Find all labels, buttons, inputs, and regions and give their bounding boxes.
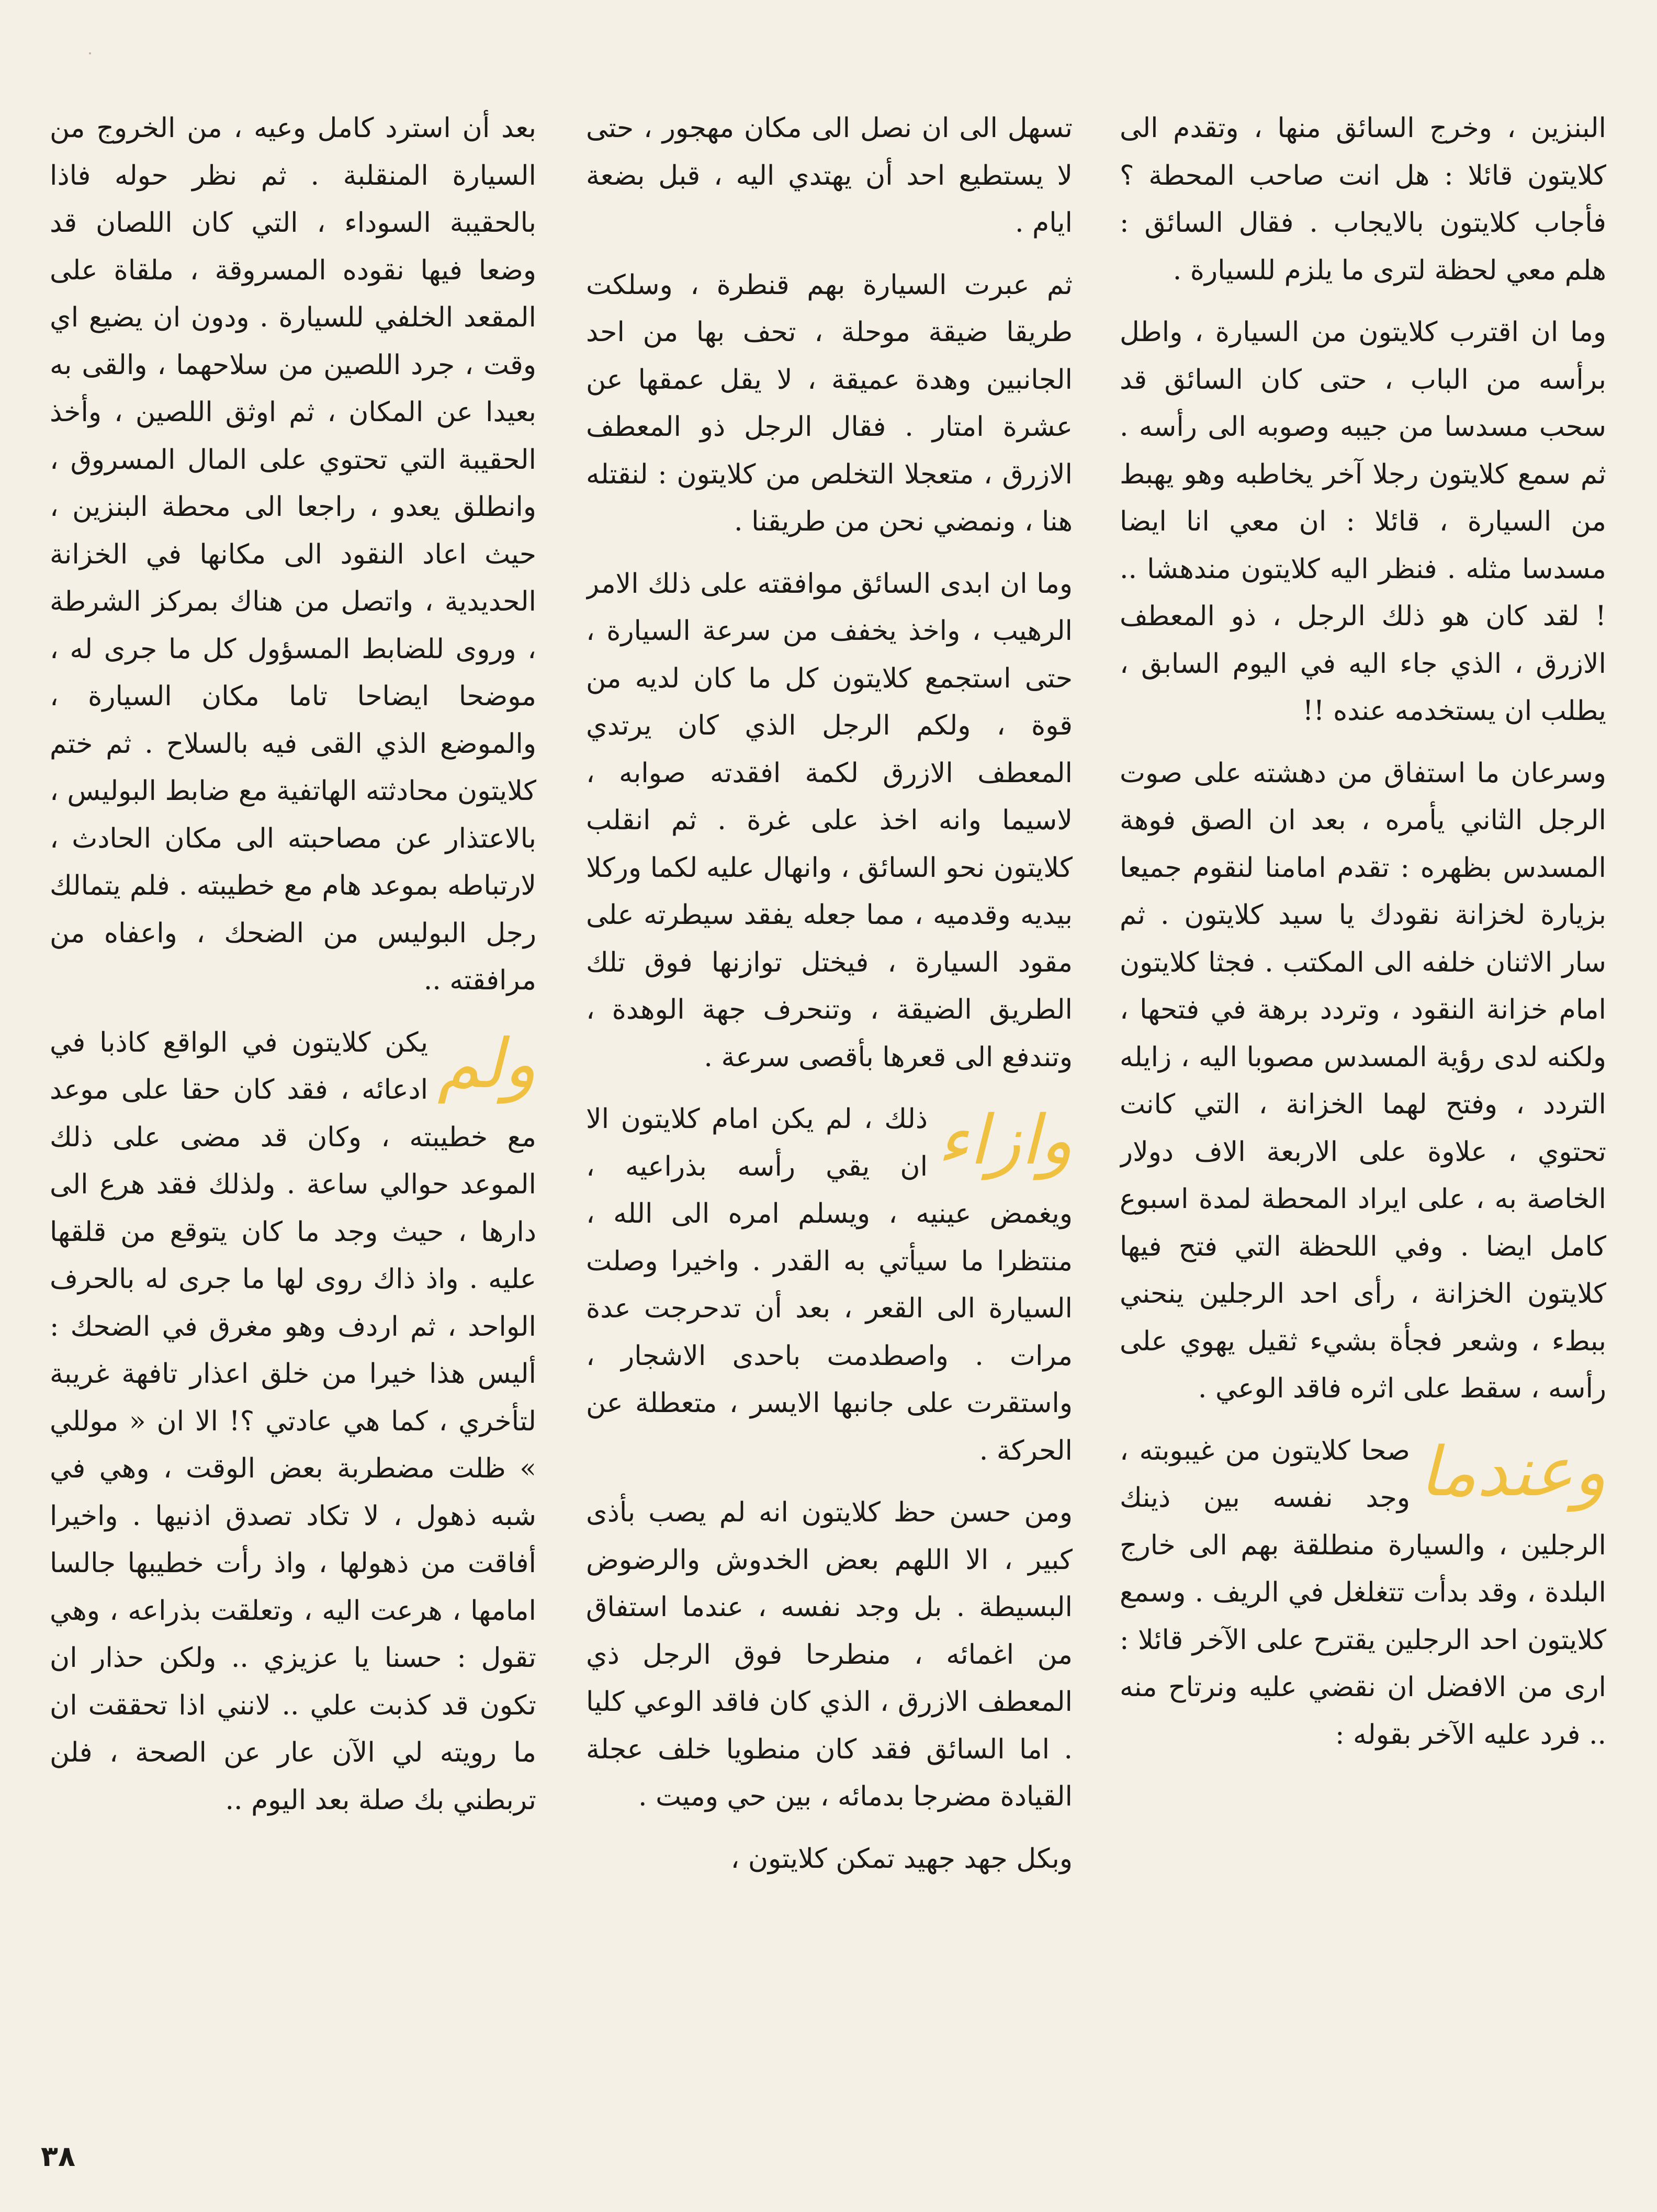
dropcap-word: وعندما [1419,1431,1606,1511]
paper-speck [89,52,91,54]
paragraph-with-dropcap [1120,1427,1606,1759]
paragraph: تسهل الى ان نصل الى مكان مهجور ، حتى لا يستطيع احد أن يهتدي اليه ، قبل بضعة ايام . [586,112,1073,239]
paragraph: وما ان اقترب كلايتون من السيارة ، واطل برأسه من الباب ، حتى كان السائق قد سحب مسدسا من جيبه وصوبه الى رأسه . ثم سمع كلايتون رجلا آخر يخاطبه وهو يهبط من السيارة ، قائلا : ان معي انا ايضا مسدسا مثله . فنظر اليه كلايتون مندهشا .. ! لقد كان هو ذلك الرجل ، ذو المعطف الازرق ، الذي جاء اليه في اليوم السابق ، يطلب ان يستخدمه عنده !! [1120,317,1606,727]
paragraph-text: صحا كلايتون من غيبوبته ، وجد نفسه بين ذينك الرجلين ، والسيارة منطلقة بهم الى خارج البلدة ، وقد بدأت تتغلغل في الريف . وسمع كلايتون احد الرجلين يقترح على الآخر قائلا : ارى من الافضل ان نقضي عليه ونرتاح منه .. فرد عليه الآخر بقوله : [1120,1435,1606,1751]
paragraph-with-dropcap [50,1019,536,1824]
dropcap-word: وازاء [937,1100,1073,1180]
paragraph: وما ان ابدى السائق موافقته على ذلك الامر الرهيب ، واخذ يخفف من سرعة السيارة ، حتى استجمع كلايتون كل ما كان لديه من قوة ، ولكم الرجل الذي كان يرتدي المعطف الازرق لكمة افقدته صوابه ، لاسيما وانه اخذ على غرة . ثم انقلب كلايتون نحو السائق ، وانهال عليه لكما وركلا بيديه وقدميه ، مما جعله يفقد سيطرته على مقود السيارة ، فيختل توازنها فوق تلك الطريق الضيقة ، وتنحرف جهة الوهدة ، وتندفع الى قعرها بأقصى سرعة . [586,568,1073,1073]
text-column-right [1120,105,1606,2077]
paragraph: البنزين ، وخرج السائق منها ، وتقدم الى كلايتون قائلا : هل انت صاحب المحطة ؟ فأجاب كلايتون بالايجاب . فقال السائق : هلم معي لحظة لترى ما يلزم للسيارة . [1120,112,1606,286]
dropcap-word: ولم [437,1023,536,1103]
page-number: ٣٨ [41,2140,75,2173]
paragraph: ومن حسن حظ كلايتون انه لم يصب بأذى كبير ، الا اللهم بعض الخدوش والرضوض البسيطة . بل وجد نفسه ، عندما استفاق من اغمائه ، منطرحا فوق الرجل ذي المعطف الازرق ، الذي كان فاقد الوعي كليا . اما السائق فقد كان منطويا خلف عجلة القيادة مضرجا بدمائه ، بين حي وميت . [586,1497,1073,1812]
paragraph: ثم عبرت السيارة بهم قنطرة ، وسلكت طريقا ضيقة موحلة ، تحف بها من احد الجانبين وهدة عميقة ، لا يقل عمقها عن عشرة امتار . فقال الرجل ذو المعطف الازرق ، متعجلا التخلص من كلايتون : لنقتله هنا ، ونمضي نحن من طريقنا . [586,269,1073,537]
paragraph-text: ذلك ، لم يكن امام كلايتون الا ان يقي رأسه بذراعيه ، ويغمض عينيه ، ويسلم امره الى الله ، منتظرا ما سيأتي به القدر . واخيرا وصلت السيارة الى القعر ، بعد أن تدحرجت عدة مرات . واصطدمت باحدى الاشجار ، واستقرت على جانبها الايسر ، متعطلة عن الحركة . [586,1103,1073,1466]
paragraph: وسرعان ما استفاق من دهشته على صوت الرجل الثاني يأمره ، بعد ان الصق فوهة المسدس بظهره : تقدم امامنا لنقوم جميعا بزيارة لخزانة نقودك يا سيد كلايتون . ثم سار الاثنان خلفه الى المكتب . فجثا كلايتون امام خزانة النقود ، وتردد برهة في فتحها ، ولكنه لدى رؤية المسدس مصوبا اليه ، زايله التردد ، وفتح لهما الخزانة ، التي كانت تحتوي ، علاوة على الاربعة الاف دولار الخاصة به ، على ايراد المحطة لمدة اسبوع كامل ايضا . وفي اللحظة التي فتح فيها كلايتون الخزانة ، رأى احد الرجلين ينحني ببطء ، وشعر فجأة بشيء ثقيل يهوي على رأسه ، سقط على اثره فاقد الوعي . [1120,757,1606,1404]
paragraph: وبكل جهد جهيد تمكن كلايتون ، [730,1843,1073,1875]
paragraph-text: يكن كلايتون في الواقع كاذبا في ادعائه ، فقد كان حقا على موعد مع خطيبته ، وكان قد مضى على ذلك الموعد حوالي ساعة . ولذلك فقد هرع الى دارها ، حيث وجد ما كان يتوقع من قلقها عليه . واذ ذاك روى لها ما جرى له بالحرف الواحد ، ثم اردف وهو مغرق في الضحك : أليس هذا خيرا من خلق اعذار تافهة غريبة لتأخري ، كما هي عادتي ؟! الا ان « موللي » ظلت مضطربة بعض الوقت ، وهي في شبه ذهول ، لا تكاد تصدق اذنيها . واخيرا أفاقت من ذهولها ، واذ رأت خطيبها جالسا امامها ، هرعت اليه ، وتعلقت بذراعه ، وهي تقول : حسنا يا عزيزي .. ولكن حذار ان تكون قد كذبت علي .. لانني اذا تحققت ان ما رويته لي الآن عار عن الصحة ، فلن تربطني بك صلة بعد اليوم .. [50,1026,536,1816]
text-column-left [50,105,536,2077]
paragraph-with-dropcap [586,1096,1073,1474]
text-column-middle [586,105,1073,2077]
paragraph: بعد أن استرد كامل وعيه ، من الخروج من السيارة المنقلبة . ثم نظر حوله فاذا بالحقيبة السوداء ، التي كان اللصان قد وضعا فيها نقوده المسروقة ، ملقاة على المقعد الخلفي للسيارة . ودون ان يضيع اي وقت ، جرد اللصين من سلاحهما ، والقى به بعيدا عن المكان ، ثم اوثق اللصين ، وأخذ الحقيبة التي تحتوي على المال المسروق ، وانطلق يعدو ، راجعا الى محطة البنزين ، حيث اعاد النقود الى مكانها في الخزانة الحديدية ، واتصل من هناك بمركز الشرطة ، وروى للضابط المسؤول كل ما جرى له ، موضحا ايضاحا تاما مكان السيارة ، والموضع الذي القى فيه بالسلاح . ثم ختم كلايتون محادثته الهاتفية مع ضابط البوليس ، بالاعتذار عن مصاحبته الى مكان الحادث ، لارتباطه بموعد هام مع خطيبته . فلم يتمالك رجل البوليس من الضحك ، واعفاه من مرافقته .. [50,112,536,996]
